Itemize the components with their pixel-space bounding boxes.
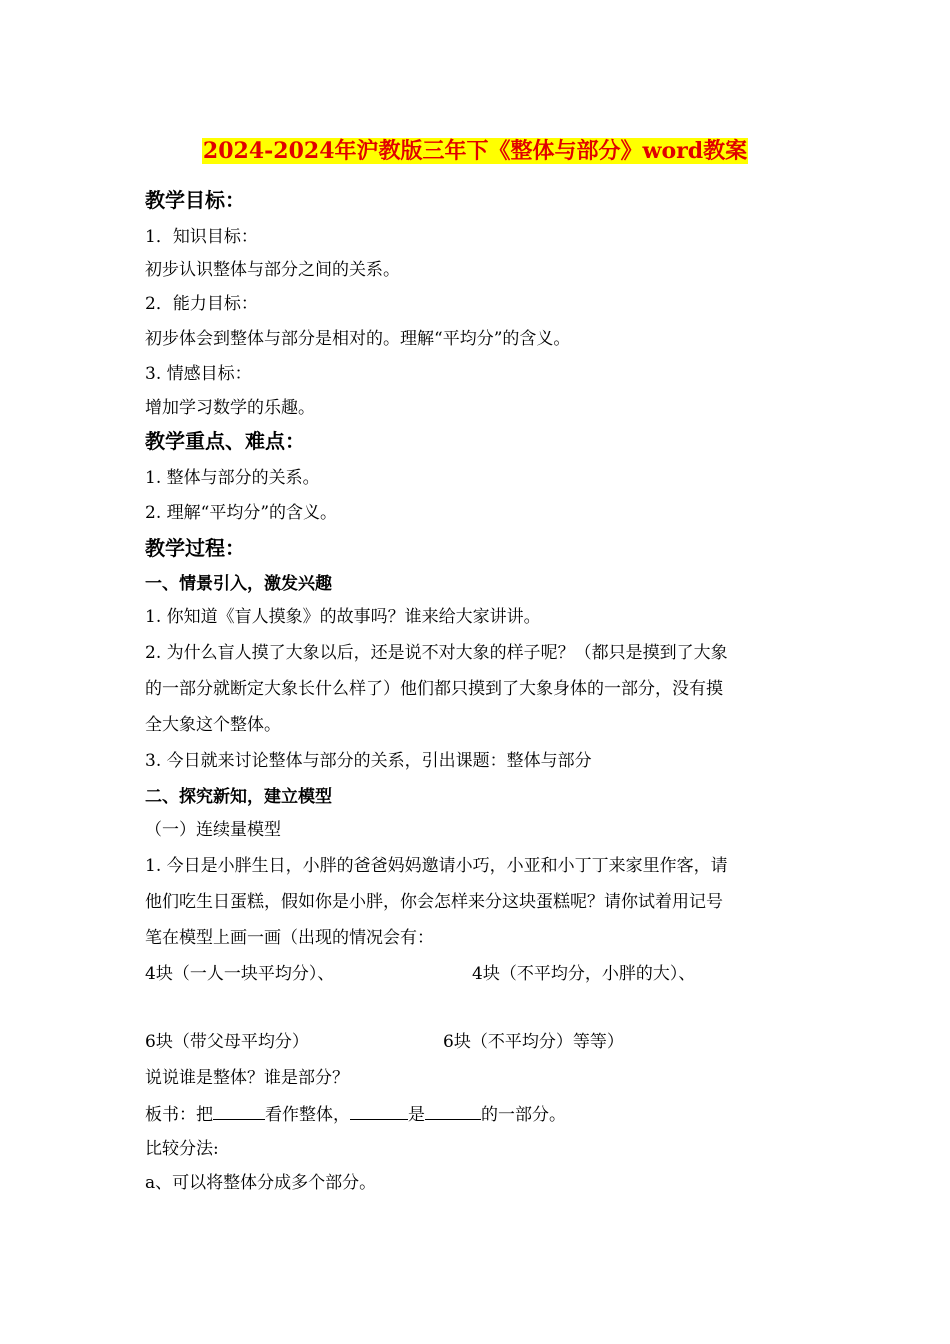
goal1-text: 初步认识整体与部分之间的关系。 xyxy=(145,260,400,280)
case-2: 4块（不平均分，小胖的大）、 xyxy=(472,964,696,984)
compare-methods: 比较分法: xyxy=(145,1139,219,1159)
case-1: 4块（一人一块平均分）、 xyxy=(145,964,335,984)
key-heading: 教学重点、难点： xyxy=(145,429,305,453)
part1-item-1: 1. 你知道《盲人摸象》的故事吗？谁来给大家讲讲。 xyxy=(145,607,541,627)
fill-blank-2 xyxy=(350,1101,408,1120)
fill-blank-1 xyxy=(213,1101,265,1120)
document-title xyxy=(0,136,950,166)
goal2-text: 初步体会到整体与部分是相对的。理解“平均分”的含义。 xyxy=(145,329,571,349)
fill-blank-3 xyxy=(425,1101,481,1120)
part1-item-3: 3. 今日就来讨论整体与部分的关系，引出课题：整体与部分 xyxy=(145,751,592,771)
sub-heading-continuous: （一）连续量模型 xyxy=(145,820,281,840)
case-4: 6块（不平均分）等等） xyxy=(443,1032,624,1052)
board-note-part-3: 是 xyxy=(408,1105,425,1125)
part1-heading: 一、情景引入，激发兴趣 xyxy=(145,574,332,594)
part1-item-2-line-c: 全大象这个整体。 xyxy=(145,715,281,735)
point-a: a、可以将整体分成多个部分。 xyxy=(145,1173,377,1193)
part2-item-1-line-c: 笔在模型上画一画（出现的情况会有： xyxy=(145,928,434,948)
part1-item-2-line-a: 2. 为什么盲人摸了大象以后，还是说不对大象的样子呢？（都只是摸到了大象 xyxy=(145,643,728,663)
process-heading: 教学过程： xyxy=(145,536,245,560)
goal1-label: 1．知识目标： xyxy=(145,227,258,247)
part1-item-2-line-b: 的一部分就断定大象长什么样了）他们都只摸到了大象身体的一部分，没有摸 xyxy=(145,679,723,699)
board-note xyxy=(145,1101,566,1127)
question-whole-part: 说说谁是整体？谁是部分？ xyxy=(145,1068,349,1088)
key-item-2: 2. 理解“平均分”的含义。 xyxy=(145,503,338,523)
part2-heading: 二、探究新知，建立模型 xyxy=(145,787,332,807)
board-note-part-2: 看作整体， xyxy=(265,1105,350,1125)
board-note-part-1: 板书：把 xyxy=(145,1105,213,1125)
case-3: 6块（带父母平均分） xyxy=(145,1032,309,1052)
goal3-text: 增加学习数学的乐趣。 xyxy=(145,398,315,418)
goals-heading: 教学目标： xyxy=(145,188,245,212)
part2-item-1-line-a: 1. 今日是小胖生日，小胖的爸爸妈妈邀请小巧，小亚和小丁丁来家里作客，请 xyxy=(145,856,728,876)
board-note-part-4: 的一部分。 xyxy=(481,1105,566,1125)
key-item-1: 1. 整体与部分的关系。 xyxy=(145,468,320,488)
goal2-label: 2．能力目标： xyxy=(145,294,258,314)
document-title-text: 2024-2024年沪教版三年下《整体与部分》word教案 xyxy=(202,138,748,164)
goal3-label: 3. 情感目标： xyxy=(145,364,252,384)
part2-item-1-line-b: 他们吃生日蛋糕，假如你是小胖，你会怎样来分这块蛋糕呢？请你试着用记号 xyxy=(145,892,723,912)
